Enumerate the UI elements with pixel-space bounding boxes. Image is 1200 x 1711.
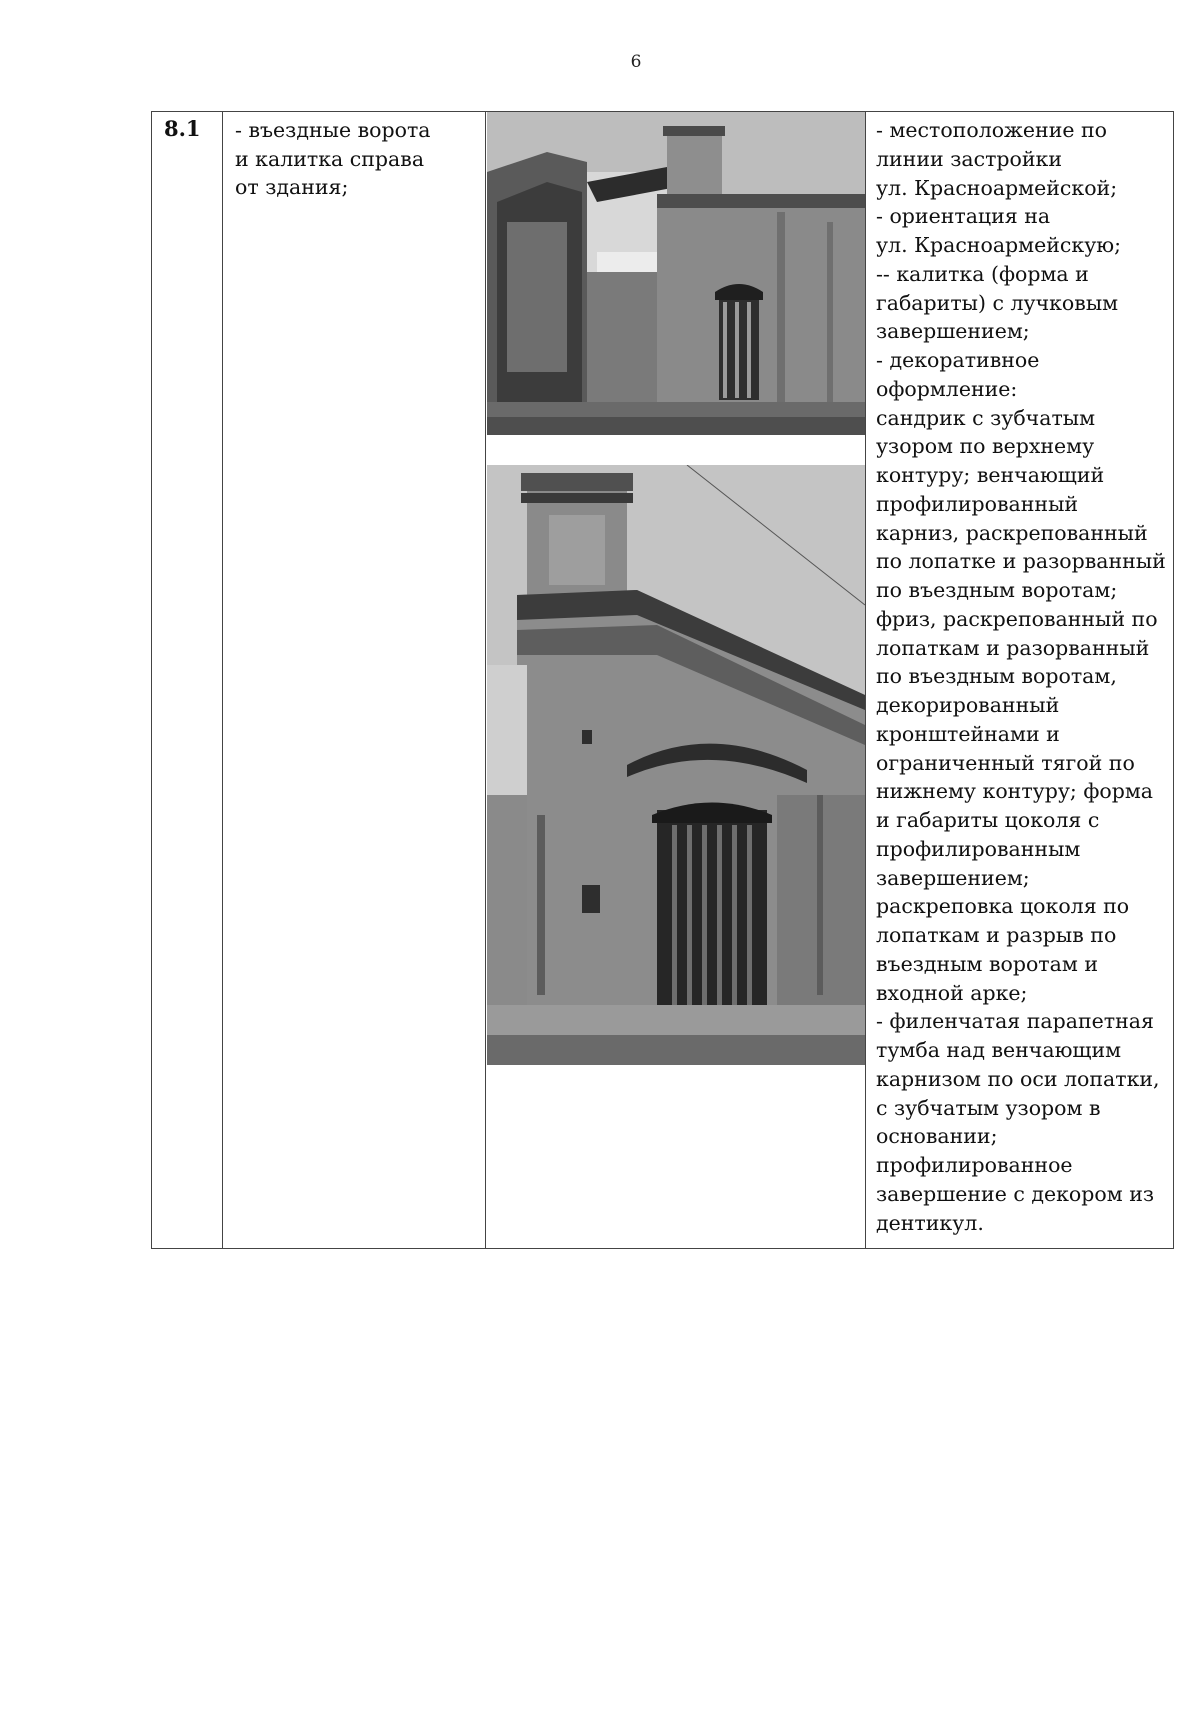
description-line: фриз, раскрепованный по	[876, 606, 1158, 631]
description-line: габариты) с лучковым	[876, 290, 1119, 315]
description-line: профилированный	[876, 491, 1079, 516]
description-line: карнизом по оси лопатки,	[876, 1066, 1160, 1091]
description-line: дентикул.	[876, 1210, 984, 1235]
description-line: ул. Красноармейской;	[876, 175, 1118, 200]
description-line: ограниченный тягой по	[876, 750, 1135, 775]
element-name	[223, 112, 486, 1249]
description-line: - местоположение по	[876, 118, 1108, 142]
row-number: 8.1	[152, 112, 223, 1249]
description-line: лопаткам и разрыв по	[876, 923, 1117, 947]
description-line: завершением;	[876, 319, 1030, 344]
description-line: с зубчатым узором в	[876, 1095, 1101, 1120]
description-line: завершением;	[876, 865, 1030, 890]
description-line: ул. Красноармейскую;	[876, 233, 1122, 257]
description-line: - ориентация на	[876, 204, 1051, 229]
table-row	[152, 112, 1174, 1249]
element-name-line: и калитка справа	[235, 146, 425, 171]
description-line: - филенчатая парапетная	[876, 1009, 1154, 1034]
description-line: входной арке;	[876, 980, 1028, 1005]
description-line: профилированное	[876, 1153, 1073, 1177]
monument-elements-table	[151, 111, 1174, 1249]
description-line: нижнему контуру; форма	[876, 779, 1154, 804]
photo-gate-overview	[487, 112, 865, 435]
description-line: декорированный	[876, 693, 1060, 717]
description-line: и габариты цоколя с	[876, 808, 1100, 832]
description-line: карниз, раскрепованный	[876, 520, 1148, 545]
description-line: по лопатке и разорванный	[876, 549, 1166, 574]
description-line: основании;	[876, 1124, 998, 1149]
description-line: тумба над венчающим	[876, 1038, 1122, 1062]
photo-gate-closeup	[487, 465, 865, 1065]
description-line: профилированным	[876, 836, 1081, 861]
element-description	[866, 112, 1174, 1249]
description-line: лопаткам и разорванный	[876, 635, 1150, 660]
description-line: раскреповка цоколя по	[876, 894, 1130, 919]
description-line: завершение с декором из	[876, 1181, 1155, 1206]
description-line: по въездным воротам;	[876, 578, 1118, 602]
description-line: сандрик с зубчатым	[876, 405, 1096, 430]
description-line: линии застройки	[876, 146, 1063, 171]
description-line: узором по верхнему	[876, 434, 1095, 459]
element-name-line: от здания;	[235, 175, 349, 200]
description-line: контуру; венчающий	[876, 463, 1105, 487]
description-line: по въездным воротам,	[876, 664, 1117, 689]
description-line: кронштейнами и	[876, 721, 1060, 746]
photo-cell	[486, 112, 866, 1249]
description-line: -- калитка (форма и	[876, 261, 1089, 286]
description-line: - декоративное	[876, 348, 1040, 372]
element-name-line: - въездные ворота	[235, 118, 431, 142]
page-number: 6	[630, 52, 642, 72]
description-line: въездным воротам и	[876, 951, 1098, 976]
description-line: оформление:	[876, 376, 1018, 401]
